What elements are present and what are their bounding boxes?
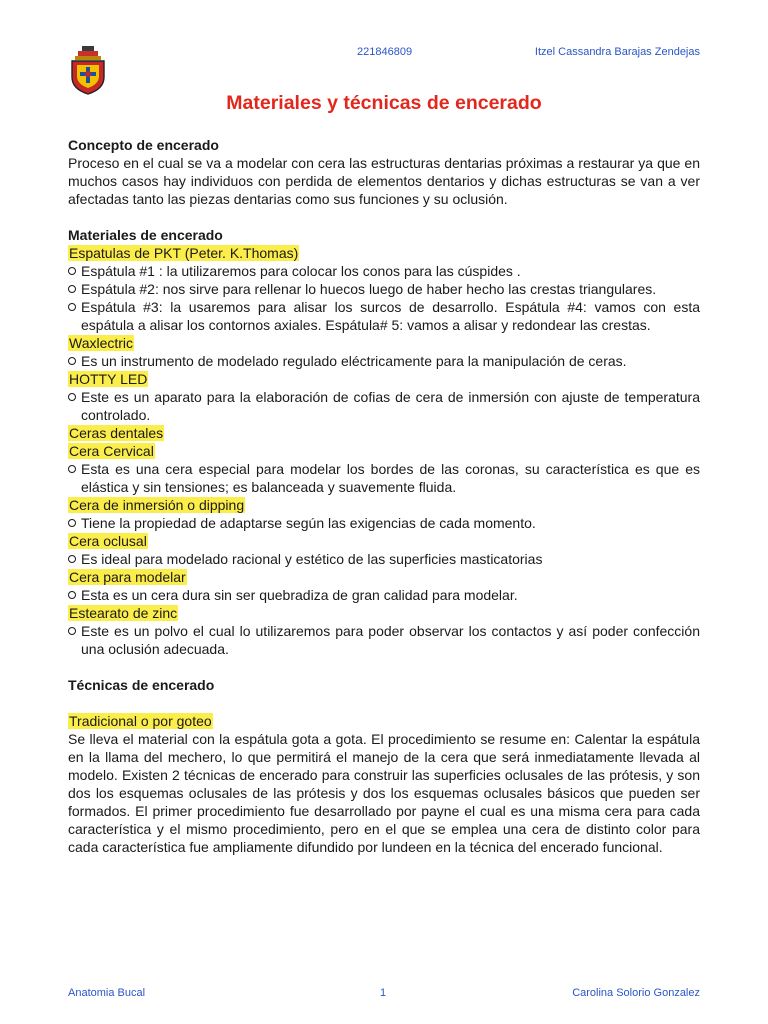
list-item: Espátula #1 : la utilizaremos para colocar los conos para las cúspides . xyxy=(68,262,700,280)
list-item: Este es un aparato para la elaboración de cofias de cera de inmersión con ajuste de temperatura controlado. xyxy=(68,388,700,424)
footer-name: Carolina Solorio Gonzalez xyxy=(572,987,700,999)
cera-modelar-list xyxy=(68,586,700,604)
waxlectric-list xyxy=(68,352,700,370)
list-item: Esta es una cera especial para modelar los bordes de las coronas, su característica es que es elástica y sin tensiones; es balanceada y suavemente fluida. xyxy=(68,460,700,496)
highlight-tradicional: Tradicional o por goteo xyxy=(69,713,212,729)
hotty-list xyxy=(68,388,700,424)
highlight-espatulas: Espatulas de PKT (Peter. K.Thomas) xyxy=(69,245,299,261)
heading-tecnicas: Técnicas de encerado xyxy=(68,677,215,693)
estearato-list xyxy=(68,622,700,658)
tradicional-text: Se lleva el material con la espátula gota a gota. El procedimiento se resume en: Calentar la espátula en la llama del mechero, lo que permitirá el manejo de la cera que será inmediatamente llevada al modelo. Existen 2 técnicas de encerado para construir las superficies oclusales de las prótesis, y son dos los esquemas oclusales de las prótesis y dos los esquemas oclusales básicos que pueden ser formados. El primer procedimiento fue desarrollado por payne el cual es una misma cera para cada característica y el mismo procedimiento, pero en el que se emplea una cera de distinto color para cada característica fue ampliamente difundido por lundeen en la técnica del encerado funcional. xyxy=(68,731,700,855)
list-item: Es un instrumento de modelado regulado eléctricamente para la manipulación de ceras. xyxy=(68,352,700,370)
highlight-estearato: Estearato de zinc xyxy=(69,605,178,621)
highlight-ceras-dentales: Ceras dentales xyxy=(69,425,164,441)
concepto-text: Proceso en el cual se va a modelar con cera las estructuras dentarias próximas a restaurar ya que en muchos casos hay individuos con perdida de elementos dentarios y dichas estructuras se van a ver afectadas tanto las piezas dentarias como sus funciones y su oclusión. xyxy=(68,155,700,207)
cera-inmersion-list xyxy=(68,514,700,532)
highlight-hotty: HOTTY LED xyxy=(69,371,148,387)
cera-cervical-list xyxy=(68,460,700,496)
espatulas-list xyxy=(68,262,700,334)
highlight-cera-modelar: Cera para modelar xyxy=(69,569,186,585)
page-header xyxy=(0,46,768,66)
heading-materiales: Materiales de encerado xyxy=(68,227,223,243)
list-item: Esta es un cera dura sin ser quebradiza de gran calidad para modelar. xyxy=(68,586,700,604)
list-item: Espátula #3: la usaremos para alisar los surcos de desarrollo. Espátula #4: vamos con esta espátula a alisar los contornos axiales. Espátula# 5: vamos a alisar y redondear las crestas. xyxy=(68,298,700,334)
heading-concepto: Concepto de encerado xyxy=(68,137,219,153)
cera-oclusal-list xyxy=(68,550,700,568)
list-item: Es ideal para modelado racional y estético de las superficies masticatorias xyxy=(68,550,700,568)
highlight-waxlectric: Waxlectric xyxy=(69,335,134,351)
highlight-cera-inmersion: Cera de inmersión o dipping xyxy=(69,497,245,513)
highlight-cera-oclusal: Cera oclusal xyxy=(69,533,147,549)
student-id: 221846809 xyxy=(357,46,413,58)
footer-course: Anatomia Bucal xyxy=(68,987,146,999)
highlight-cera-cervical: Cera Cervical xyxy=(69,443,154,459)
document-title: Materiales y técnicas de encerado xyxy=(226,92,542,114)
list-item: Este es un polvo el cual lo utilizaremos para poder observar los contactos y así poder confección una oclusión adecuada. xyxy=(68,622,700,658)
header-author: Itzel Cassandra Barajas Zendejas xyxy=(534,46,700,58)
list-item: Tiene la propiedad de adaptarse según las exigencias de cada momento. xyxy=(68,514,700,532)
list-item: Espátula #2: nos sirve para rellenar lo huecos luego de haber hecho las crestas triangulares. xyxy=(68,280,700,298)
document-body xyxy=(68,136,700,856)
page-number: 1 xyxy=(380,987,387,999)
